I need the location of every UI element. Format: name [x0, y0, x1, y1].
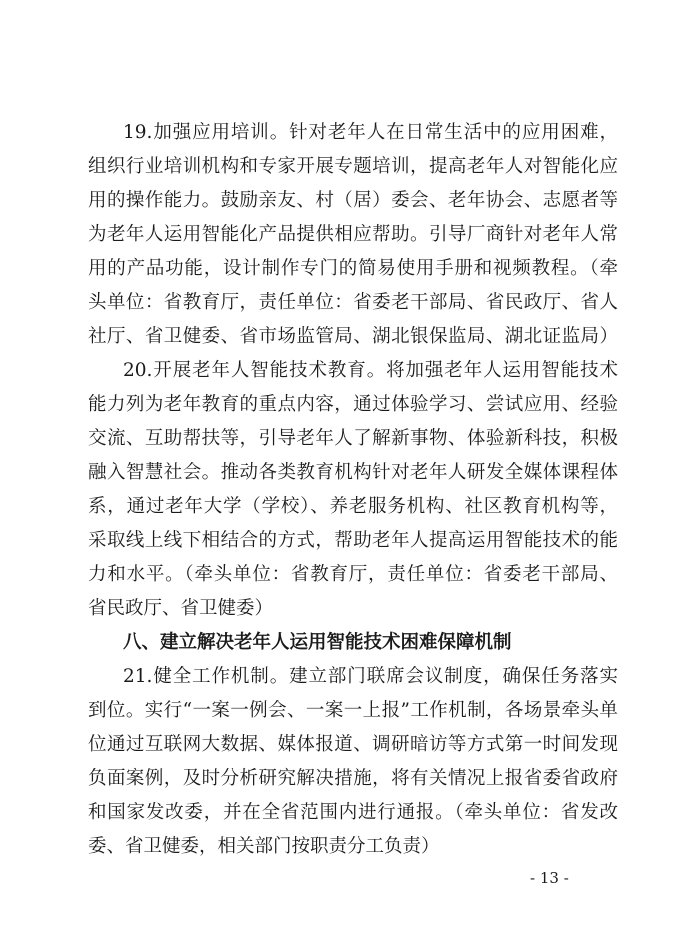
paragraph-20-line-4: 融入智慧社会。推动各类教育机构针对老年人研发全媒体课程体 — [88, 462, 618, 483]
paragraph-21-line-3: 位通过互联网大数据、媒体报道、调研暗访等方式第一时间发现 — [88, 734, 618, 755]
paragraph-20-line-2: 能力列为老年教育的重点内容，通过体验学习、尝试应用、经验 — [88, 394, 618, 415]
paragraph-19-line-7: 社厅、省卫健委、省市场监管局、湖北银保监局、湖北证监局） — [88, 326, 618, 347]
paragraph-19-line-3: 用的操作能力。鼓励亲友、村（居）委会、老年协会、志愿者等 — [88, 190, 618, 211]
paragraph-20-line-8: 省民政厅、省卫健委） — [88, 598, 274, 619]
paragraph-20-line-3: 交流、互助帮扶等，引导老年人了解新事物、体验新科技，积极 — [88, 428, 618, 449]
paragraph-19-line-1: 19.加强应用培训。针对老年人在日常生活中的应用困难， — [123, 122, 618, 143]
paragraph-21-line-1: 21.健全工作机制。建立部门联席会议制度，确保任务落实 — [123, 666, 618, 687]
paragraph-19-line-2: 组织行业培训机构和专家开展专题培训，提高老年人对智能化应 — [88, 156, 618, 177]
paragraph-19-line-6: 头单位：省教育厅，责任单位：省委老干部局、省民政厅、省人 — [88, 292, 618, 313]
paragraph-21-line-5: 和国家发改委，并在全省范围内进行通报。（牵头单位：省发改 — [88, 802, 618, 823]
paragraph-20-line-6: 采取线上线下相结合的方式，帮助老年人提高运用智能技术的能 — [88, 530, 618, 551]
paragraph-21-line-2: 到位。实行“一案一例会、一案一上报”工作机制，各场景牵头单 — [88, 700, 618, 721]
paragraph-20-line-1: 20.开展老年人智能技术教育。将加强老年人运用智能技术 — [123, 360, 618, 381]
section-heading: 八、建立解决老年人运用智能技术困难保障机制 — [123, 632, 512, 653]
paragraph-19-line-5: 用的产品功能，设计制作专门的简易使用手册和视频教程。（牵 — [88, 258, 618, 279]
paragraph-20-line-7: 力和水平。（牵头单位：省教育厅，责任单位：省委老干部局、 — [88, 564, 618, 585]
page-number: - 13 - — [530, 869, 569, 887]
paragraph-21-line-4: 负面案例，及时分析研究解决措施，将有关情况上报省委省政府 — [88, 768, 618, 789]
paragraph-20-line-5: 系，通过老年大学（学校）、养老服务机构、社区教育机构等， — [88, 496, 618, 517]
paragraph-19-line-4: 为老年人运用智能化产品提供相应帮助。引导厂商针对老年人常 — [88, 224, 618, 245]
paragraph-21-line-6: 委、省卫健委，相关部门按职责分工负责） — [88, 836, 440, 857]
